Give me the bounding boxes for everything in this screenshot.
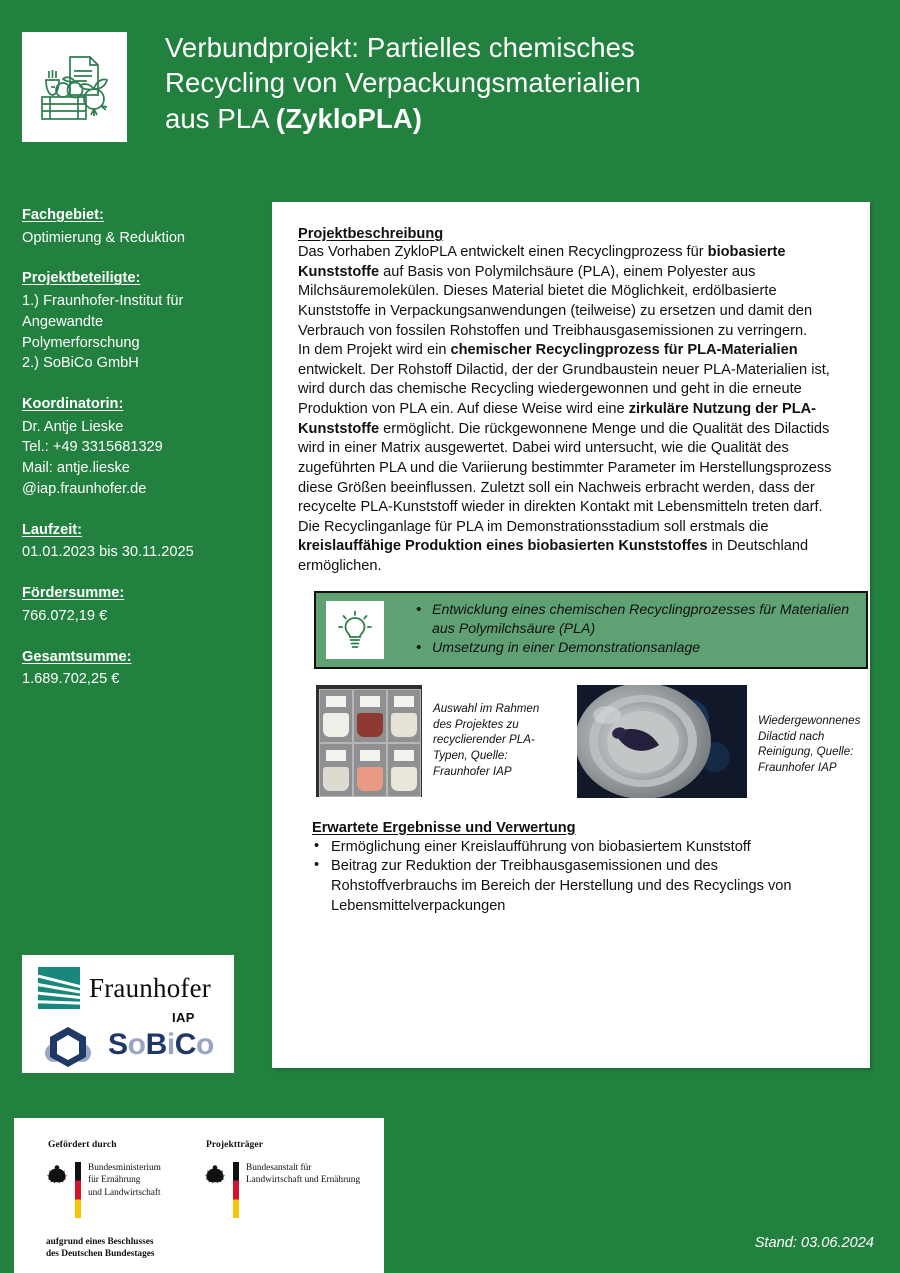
sobico-s: S [108,1028,128,1061]
bundesadler-icon-2 [202,1162,228,1188]
emphasis-text: zirkuläre Nutzung der PLA-Kunststoffe [298,401,817,437]
funding-footer-box [14,1118,384,1273]
goal-item: • Entwicklung eines chemischen Recyclingprozesses für Materialien aus Polymilchsäure (PLA) [416,601,856,639]
title-line-3 [165,101,865,136]
body-text-run: ermöglicht. Die rückgewonnene Menge und die Qualität des Dilactids wird in einer Matrix ausgewertet. Dabei wird untersucht, wie die Qualität des zugeführten PLA und die Variierung bestimmter Parameter im Herstellungsprozess diese Größen beeinflussen. Zuletzt soll ein Nachweis erbracht werden, dass der recycelte PLA-Kunststoff wieder in direkten Kontakt mit Lebensmitteln treten darf. Die Recyclinganlage für PLA im Demonstrationsstadium soll erstmals die [298,420,832,535]
poster-header [0,0,900,185]
sidebar-block-line: Mail: antje.lieske [22,460,130,477]
german-flag-bar-2 [233,1162,239,1218]
body-text-run: In dem Projekt wird ein [298,342,451,359]
date-stamp: Stand: 03.06.2024 [754,1235,874,1251]
page-title [165,30,865,136]
sidebar-block-line: 01.01.2023 bis 30.11.2025 [22,544,194,561]
lightbulb-icon [326,601,384,659]
main-content-panel [272,202,870,1068]
sidebar-block [22,583,262,626]
project-agency-label: Projektträger [206,1140,264,1150]
expected-results-section [312,820,846,917]
bundesadler-icon [44,1162,70,1188]
sobico-c: C [174,1028,197,1061]
sidebar-block-heading: Gesamtsumme: [22,648,132,665]
ministry-line-2: für Ernährung [88,1175,141,1186]
sidebar-block-line: 766.072,19 € [22,607,108,624]
sidebar-block-line: Angewandte [22,313,104,330]
project-description-paragraph-2 [298,341,846,577]
vessel-illustration [577,685,747,798]
photo-caption-samples: Auswahl im Rahmen des Projektes zu recyclierender PLA-Typen, Quelle: Fraunhofer IAP [433,701,540,779]
sidebar-block [22,647,262,690]
project-agency-name [246,1162,360,1187]
agency-line-2: Landwirtschaft und Ernährung [246,1175,361,1186]
funded-by-label: Gefördert durch [48,1140,117,1150]
sidebar-block-line: Optimierung & Reduktion [22,229,186,246]
title-line-3-acronym: (ZykloPLA) [275,102,423,134]
project-goals-callout [314,591,868,669]
body-text-run: entwickelt. Der Rohstoff Dilactid, der der Grundbaustein neuer PLA-Materialien ist, wird durch das chemische Recycling wiedergewonnen und geht in die erneute Produktion von PLA ein. Auf diese Weise wird eine [298,361,830,417]
sidebar-block [22,205,262,248]
sidebar-block-heading: Fachgebiet: [22,207,104,223]
sidebar-block-heading: Projektbeteiligte: [22,270,141,287]
emphasis-text: biobasierte Kunststoffe [298,244,786,280]
sobico-logo [42,1023,214,1067]
photo-item-dilactid [551,685,870,798]
ministry-line-1: Bundesministerium [88,1163,161,1173]
sobico-i: i [166,1028,175,1061]
fraunhofer-wordmark: Fraunhofer [89,972,211,1003]
recovered-dilactid-vessel-photo [577,685,747,798]
body-text-run: in Deutschland ermöglichen. [298,538,809,574]
sobico-o1: o [127,1028,146,1061]
sidebar-info [22,205,262,710]
sidebar-block-line: 1.) Fraunhofer-Institut für [22,293,184,310]
sobico-o2: o [196,1028,214,1061]
body-text-run: auf Basis von Polymilchsäure (PLA), einem Polyester aus Milchsäuremolekülen. Dieses Material bietet die Möglichkeit, erdölbasierte Kunststoffe in Verpackungsanwendungen (teilweise) zu ersetzen und damit den Verbrauch von fossilen Rohstoffen und Treibhausgasemissionen zu verringern. [298,263,813,339]
body-text-run: Das Vorhaben ZykloPLA entwickelt einen Recyclingprozess für [298,244,708,260]
ministry-line-3: und Landwirtschaft [88,1187,161,1198]
sobico-wordmark [108,1028,214,1062]
sidebar-block-heading: Koordinatorin: [22,396,124,413]
sobico-hexagon-icon [42,1023,104,1067]
goals-list [398,601,866,658]
sidebar-block [22,394,262,500]
bundestag-note-1: aufgrund eines Beschlusses [46,1237,154,1247]
sobico-b: B [145,1028,167,1061]
fraunhofer-logo [38,967,211,1009]
title-line-2: Recycling von Verpackungsmaterialien [165,67,641,99]
sidebar-block-line: Tel.: +49 3315681329 [22,439,163,456]
agency-line-1: Bundesanstalt für [246,1163,312,1173]
sidebar-block-line: Polymerforschung [22,334,140,351]
emphasis-text: chemischer Recyclingprozess für PLA-Materialien [450,342,798,359]
result-item: • Beitrag zur Reduktion der Treibhausgasemissionen und des Rohstoffverbrauchs im Bereich der Herstellung und des Recyclings von Lebensmittelverpackungen [312,857,846,916]
sidebar-block-line: Dr. Antje Lieske [22,418,124,435]
photo-caption-dilactid: Wiedergewonnenes Dilactid nach Reinigung, Quelle: Fraunhofer IAP [758,713,861,775]
sidebar-block-line: @iap.fraunhofer.de [22,480,147,497]
goal-item: • Umsetzung in einer Demonstrationsanlage [416,639,856,658]
partner-logo-box [22,955,234,1073]
sidebar-block-line: 1.689.702,25 € [22,671,120,688]
fraunhofer-institute-label: IAP [172,1010,195,1025]
fraunhofer-mark-icon [38,967,80,1009]
title-line-1: Verbundprojekt: Partielles chemisches [165,32,635,63]
emphasis-text: kreislauffähige Produktion eines biobasierten Kunststoffes [298,538,708,555]
project-description-paragraph-1 [298,243,846,341]
sidebar-block-heading: Laufzeit: [22,521,82,538]
photo-item-samples [316,685,551,797]
expected-results-heading: Erwartete Ergebnisse und Verwertung [312,819,576,836]
result-item: • Ermöglichung einer Kreislaufführung von biobasiertem Kunststoff [312,838,846,858]
sidebar-block-heading: Fördersumme: [22,585,125,602]
food-crate-document-icon [22,32,127,142]
title-line-3-plain: aus PLA [165,102,276,134]
project-description-heading: Projektbeschreibung [298,226,444,242]
german-flag-bar [75,1162,81,1218]
expected-results-list [312,838,846,917]
funding-ministry-name [88,1162,161,1199]
sidebar-block [22,268,262,374]
sidebar-block [22,520,262,563]
photo-row [316,685,861,798]
bundestag-note-2: des Deutschen Bundestages [46,1249,155,1260]
pla-sample-bags-photo [316,685,422,797]
sidebar-block-line: 2.) SoBiCo GmbH [22,355,139,372]
